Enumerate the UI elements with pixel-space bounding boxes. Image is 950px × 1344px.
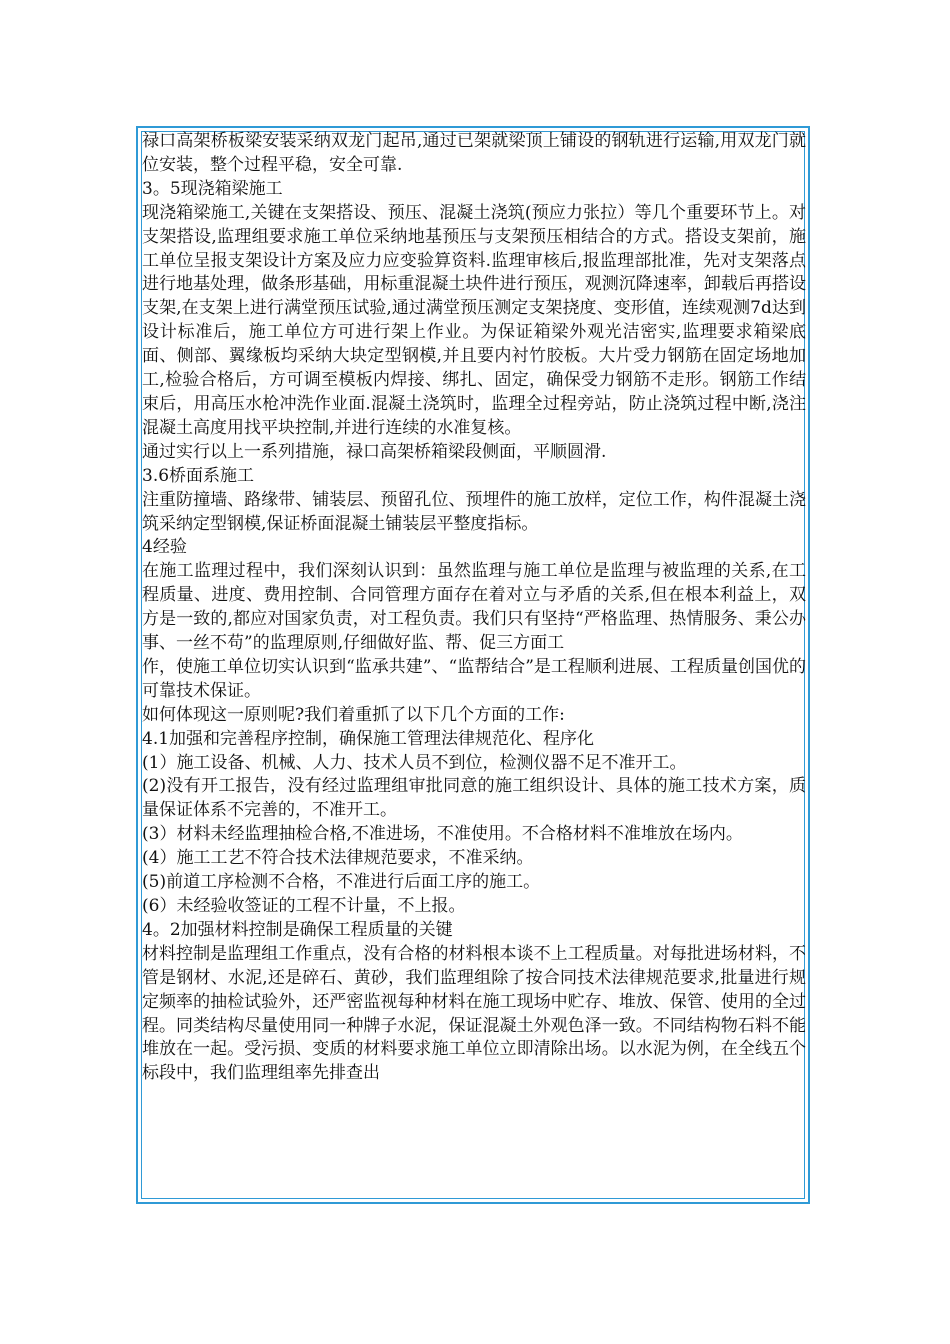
list-item-4: (4）施工工艺不符合技术法律规范要求，不准采纳。 — [142, 848, 534, 869]
heading-4-2: 4。2加强材料控制是确保工程质量的关键 — [142, 919, 453, 940]
heading-4-1: 4.1加强和完善程序控制，确保施工管理法律规范化、程序化 — [142, 728, 595, 749]
list-item-5: (5)前道工序检测不合格，不准进行后面工序的施工。 — [142, 872, 541, 893]
heading-3-6: 3.6桥面系施工 — [142, 465, 255, 486]
list-item-3: (3）材料未经监理抽检合格,不准进场，不准使用。不合格材料不准堆放在场内。 — [142, 824, 743, 845]
paragraph-experience: 在施工监理过程中，我们深刻认识到：虽然监理与施工单位是监理与被监理的关系,在工程质量、进度、费用控制、合同管理方面存在着对立与矛盾的关系,但在根本利益上，双方是一致的,都应对国家负责，对工程负责。我们只有坚持“严格监理、热情服务、秉公办事、一丝不苟”的监理原则,仔细做好监、帮、促三方面工 — [142, 561, 806, 654]
heading-3-5: 3。5现浇箱梁施工 — [142, 178, 283, 199]
list-item-2: (2)没有开工报告，没有经过监理组审批同意的施工组织设计、具体的施工技术方案，质量保证体系不完善的，不准开工。 — [142, 776, 806, 821]
paragraph-material: 材料控制是监理组工作重点，没有合格的材料根本谈不上工程质量。对每批进场材料，不管是钢材、水泥,还是碎石、黄砂，我们监理组除了按合同技术法律规范要求,批量进行规定频率的抽检试验外，还严密监视每种材料在施工现场中贮存、堆放、保管、使用的全过程。同类结构尽量使用同一种牌子水泥，保证混凝土外观色泽一致。不同结构物石料不能堆放在一起。受污损、变质的材料要求施工单位立即清除出场。以水泥为例，在全线五个标段中，我们监理组率先排查出 — [142, 943, 806, 1084]
paragraph-experience-cont: 作，使施工单位切实认识到“监承共建”、“监帮结合”是工程顺利进展、工程质量创国优的可靠技术保证。 — [142, 656, 806, 701]
heading-4: 4经验 — [142, 537, 187, 558]
list-item-1: (1）施工设备、机械、人力、技术人员不到位，检测仪器不足不准开工。 — [142, 752, 687, 773]
list-item-6: (6）未经验收签证的工程不计量，不上报。 — [142, 896, 466, 916]
document-body — [142, 130, 806, 1202]
paragraph-box-girder: 现浇箱梁施工,关键在支架搭设、预压、混凝土浇筑(预应力张拉）等几个重要环节上。对支架搭设,监理组要求施工单位采纳地基预压与支架预压相结合的方式。搭设支架前，施工单位呈报支架设计方案及应力应变验算资料.监理审核后,报监理部批准，先对支架落点进行地基处理，做条形基础，用标重混凝土块件进行预压，观测沉降速率，卸载后再搭设支架,在支架上进行满堂预压试验,通过满堂预压测定支架挠度、变形值，连续观测7d达到设计标准后，施工单位方可进行架上作业。为保证箱梁外观光洁密实,监理要求箱梁底面、侧部、翼缘板均采纳大块定型钢模,并且要内衬竹胶板。大片受力钢筋在固定场地加工,检验合格后，方可调至模板内焊接、绑扎、固定，确保受力钢筋不走形。钢筋工作结束后，用高压水枪冲洗作业面.混凝土浇筑时，监理全过程旁站，防止浇筑过程中断,浇注混凝土高度用找平块控制,并进行连续的水准复核。 — [142, 202, 806, 438]
paragraph-result: 通过实行以上一系列措施，禄口高架桥箱梁段侧面，平顺圆滑. — [142, 441, 607, 462]
paragraph-how: 如何体现这一原则呢?我们着重抓了以下几个方面的工作: — [142, 704, 565, 725]
paragraph-deck: 注重防撞墙、路缘带、铺装层、预留孔位、预埋件的施工放样，定位工作，构件混凝土浇筑采纳定型钢模,保证桥面混凝土铺装层平整度指标。 — [142, 489, 806, 534]
paragraph-bridge-install: 禄口高架桥板梁安装采纳双龙门起吊,通过已架就梁顶上铺设的钢轨进行运输,用双龙门就位安装，整个过程平稳，安全可靠. — [142, 131, 806, 175]
